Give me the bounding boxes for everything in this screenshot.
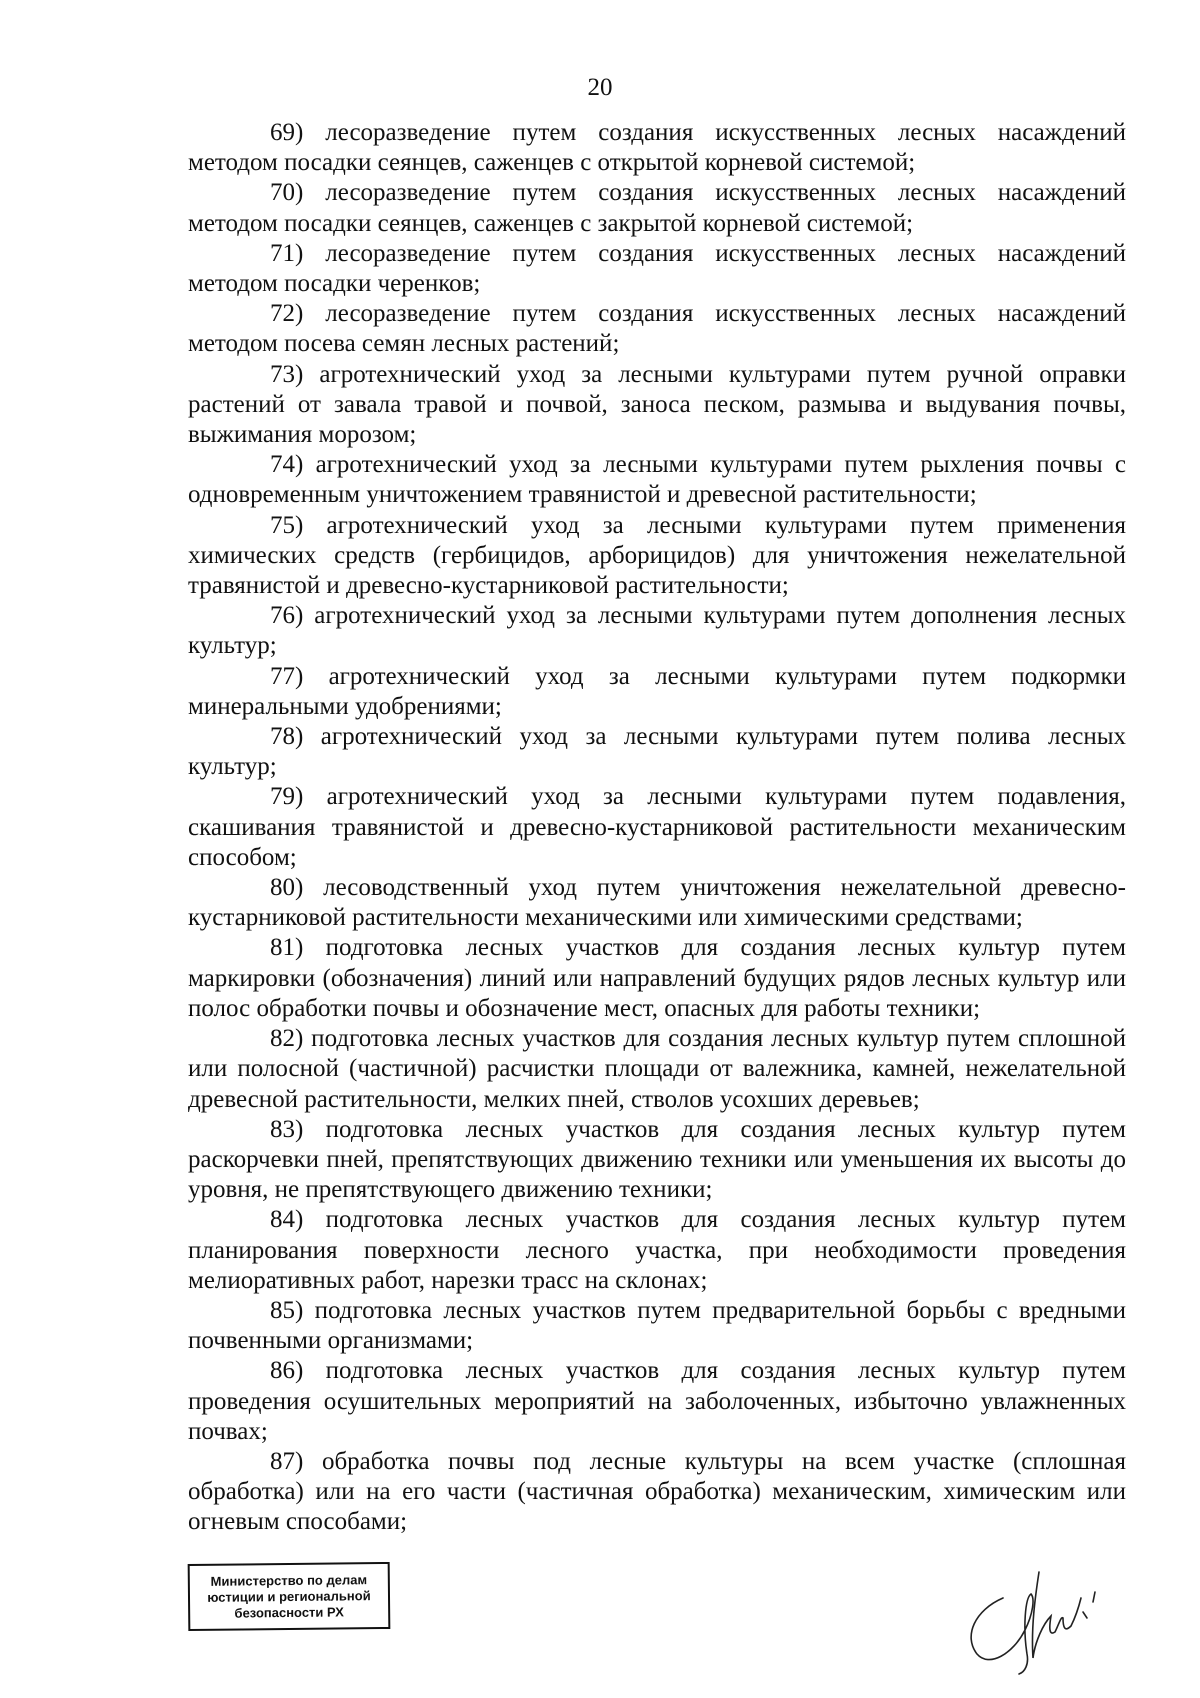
list-item: 75) агротехнический уход за лесными культурами путем применения химических средств (гербицидов, арборицидов) для уничтожения нежелательной травянистой и древесно-кустарниковой растительности; xyxy=(188,511,1126,600)
stamp-line: Министерство по делам xyxy=(210,1572,368,1589)
handwritten-signature-icon xyxy=(955,1558,1155,1678)
list-item: 85) подготовка лесных участков путем предварительной борьбы с вредными почвенными организмами; xyxy=(188,1296,1126,1355)
stamp-line: юстиции и региональной xyxy=(207,1588,371,1605)
list-item: 82) подготовка лесных участков для создания лесных культур путем сплошной или полосной (частичной) расчистки площади от валежника, камней, нежелательной древесной растительности, мелких пней, стволов усохших деревьев; xyxy=(188,1025,1126,1113)
stamp-line: безопасности РХ xyxy=(234,1604,344,1621)
list-item: 81) подготовка лесных участков для создания лесных культур путем маркировки (обозначения) линий или направлений будущих рядов лесных культур или полос обработки почвы и обозначение мест, опасных для работы техники; xyxy=(188,934,1126,1022)
page-number: 20 xyxy=(587,74,613,101)
list-item: 79) агротехнический уход за лесными культурами путем подавления, скашивания травянистой и древесно-кустарниковой растительности механическим способом; xyxy=(188,783,1126,871)
list-item: 84) подготовка лесных участков для создания лесных культур путем планирования поверхности лесного участка, при необходимости проведения мелиоративных работ, нарезки трасс на склонах; xyxy=(188,1206,1126,1294)
document-body xyxy=(188,118,1126,1538)
list-item: 73) агротехнический уход за лесными культурами путем ручной оправки растений от завала травой и почвой, заноса песком, размыва и выдувания почвы, выжимания морозом; xyxy=(188,360,1126,449)
list-item: 77) агротехнический уход за лесными культурами путем подкормки минеральными удобрениями; xyxy=(188,662,1126,720)
list-item: 70) лесоразведение путем создания искусственных лесных насаждений методом посадки сеянцев, саженцев с закрытой корневой системой; xyxy=(188,179,1126,237)
list-item: 86) подготовка лесных участков для создания лесных культур путем проведения осушительных мероприятий на заболоченных, избыточно увлажненных почвах; xyxy=(188,1357,1126,1445)
ministry-stamp xyxy=(188,1562,391,1631)
list-item: 78) агротехнический уход за лесными культурами путем полива лесных культур; xyxy=(188,723,1126,781)
list-item: 83) подготовка лесных участков для создания лесных культур путем раскорчевки пней, препятствующих движению техники или уменьшения их высоты до уровня, не препятствующего движению техники; xyxy=(188,1115,1126,1204)
list-item: 74) агротехнический уход за лесными культурами путем рыхления почвы с одновременным уничтожением травянистой и древесной растительности; xyxy=(188,451,1126,509)
list-item: 80) лесоводственный уход путем уничтожения нежелательной древесно-кустарниковой растительности механическими или химическими средствами; xyxy=(188,874,1126,932)
list-item: 69) лесоразведение путем создания искусственных лесных насаждений методом посадки сеянцев, саженцев с открытой корневой системой; xyxy=(188,119,1126,177)
list-item: 72) лесоразведение путем создания искусственных лесных насаждений методом посева семян лесных растений; xyxy=(188,300,1126,358)
list-item: 76) агротехнический уход за лесными культурами путем дополнения лесных культур; xyxy=(188,602,1126,660)
list-item: 87) обработка почвы под лесные культуры на всем участке (сплошная обработка) или на его части (частичная обработка) механическим, химическим или огневым способами; xyxy=(188,1447,1126,1536)
list-item: 71) лесоразведение путем создания искусственных лесных насаждений методом посадки черенков; xyxy=(188,239,1126,298)
